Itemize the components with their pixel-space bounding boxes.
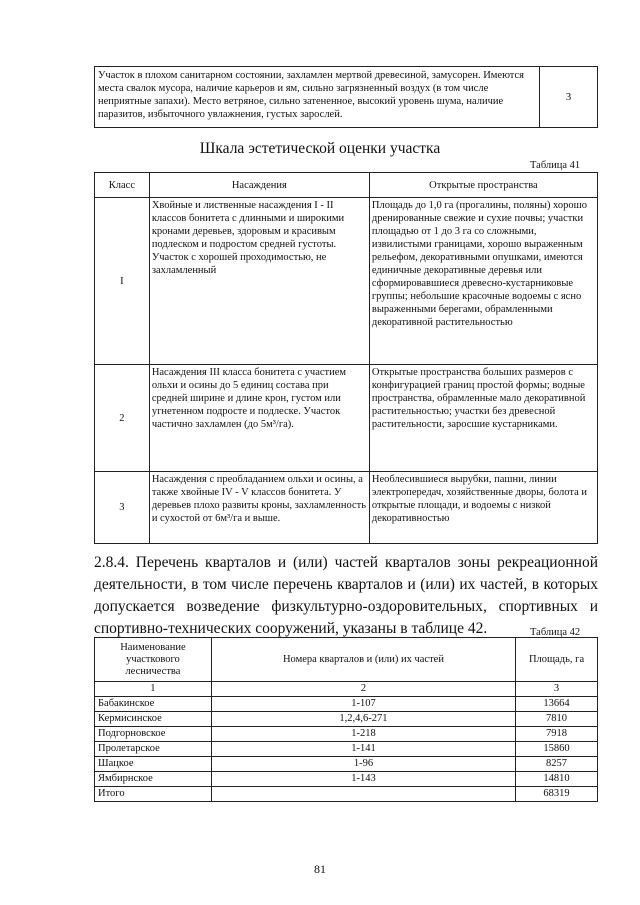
table-cell-score: 3 [540, 67, 598, 128]
table-row [95, 757, 598, 772]
table41-label: Таблица 41 [530, 160, 581, 171]
total-row [95, 787, 598, 802]
quarters-cell: 1,2,4,6-271 [211, 712, 515, 727]
forestry-name: Кермисинское [95, 712, 212, 727]
table-row [95, 727, 598, 742]
total-area: 68319 [516, 787, 598, 802]
continued-table [94, 66, 598, 128]
area-cell: 7918 [516, 727, 598, 742]
plantings-cell: Хвойные и лиственные насаждения I - II классов бонитета с длинными и широкими кронами деревьев, здоровым и красивым подлеском и подростом средней густоты. Участок с хорошей проходимостью, не захламленный [149, 198, 369, 365]
area-cell: 15860 [516, 742, 598, 757]
table-row [95, 712, 598, 727]
table-row [95, 697, 598, 712]
area-cell: 8257 [516, 757, 598, 772]
column-header-plantings: Насаждения [149, 173, 369, 198]
area-cell: 13664 [516, 697, 598, 712]
table-cell-description: Участок в плохом санитарном состоянии, захламлен мертвой древесиной, замусорен. Имеются места свалок мусора, наличие карьеров и ям, сильно загрязненный воздух (в том числе неприятные запахи). Место ветряное, сильно затененное, высокий уровень шума, наличие паразитов, избыточного увлажнения, густых зарослей. [95, 67, 540, 128]
open-spaces-cell: Необлесившиеся вырубки, пашни, линии электропередач, хозяйственные дворы, болота и открытые площади, и водоемы с низкой декоративностью [369, 472, 597, 544]
quarters-cell: 1-218 [211, 727, 515, 742]
forestry-name: Пролетарское [95, 742, 212, 757]
column-header-area: Площадь, га [516, 638, 598, 682]
column-header-forestry: Наименование участкового лесничества [95, 638, 212, 682]
table-header-row [95, 173, 598, 198]
table-row [95, 365, 598, 472]
recreation-quarters-table [94, 637, 598, 802]
page-number: 81 [314, 862, 326, 876]
quarters-cell: 1-107 [211, 697, 515, 712]
area-cell: 7810 [516, 712, 598, 727]
plantings-cell: Насаждения III класса бонитета с участием ольхи и осины до 5 единиц состава при средней ширине и длине крон, густом или угнетенном подросте и подлеске. Участок частично захламлен (до 5м³/га). [149, 365, 369, 472]
column-header-quarters: Номера кварталов и (или) их частей [211, 638, 515, 682]
table-row [95, 772, 598, 787]
table-row [95, 472, 598, 544]
class-cell: I [95, 198, 150, 365]
table-row [95, 67, 598, 128]
area-cell: 14810 [516, 772, 598, 787]
total-label: Итого [95, 787, 212, 802]
quarters-cell: 1-96 [211, 757, 515, 772]
column-number: 1 [95, 682, 212, 697]
column-header-open-spaces: Открытые пространства [369, 173, 597, 198]
column-number: 3 [516, 682, 598, 697]
plantings-cell: Насаждения с преобладанием ольхи и осины, а также хвойные IV - V классов бонитета. У деревьев плохо развиты кроны, захламленность и сухостой от 6м³/га и выше. [149, 472, 369, 544]
column-header-class: Класс [95, 173, 150, 198]
quarters-cell: 1-141 [211, 742, 515, 757]
forestry-name: Шацкое [95, 757, 212, 772]
table-header-row [95, 638, 598, 682]
forestry-name: Ямбирнское [95, 772, 212, 787]
table-row [95, 198, 598, 365]
forestry-name: Бабакинское [95, 697, 212, 712]
column-number: 2 [211, 682, 515, 697]
open-spaces-cell: Площадь до 1,0 га (прогалины, поляны) хорошо дренированные свежие и сухие почвы; участки площадью от 1 до 3 га со сложными, извилистыми границами, хорошо выраженным рельефом, декоративными опушками, имеются единичные декоративные деревья или сформировавшиеся древесно-кустарниковые группы; небольшие красочные водоемы с ясно выраженными берегами, обрамленными декоративной растительностью [369, 198, 597, 365]
table-row [95, 742, 598, 757]
table42-label: Таблица 42 [530, 627, 581, 638]
scale-title: Шкала эстетической оценки участка [199, 140, 441, 157]
class-cell: 2 [95, 365, 150, 472]
section-paragraph: 2.8.4. Перечень кварталов и (или) частей кварталов зоны рекреационной деятельности, в том числе перечень кварталов и (или) их частей, в которых допускается возведение физкультурно-оздоровительных, спортивных и спортивно-технических сооружений, указаны в таблице 42. [94, 554, 598, 637]
class-cell: 3 [95, 472, 150, 544]
column-number-row [95, 682, 598, 697]
total-empty-cell [211, 787, 515, 802]
open-spaces-cell: Открытые пространства больших размеров с конфигурацией границ простой формы; водные пространства, обрамленные мало декоративной растительностью; участки без древесной растительности, заросшие кустарниками. [369, 365, 597, 472]
forestry-name: Подгорновское [95, 727, 212, 742]
quarters-cell: 1-143 [211, 772, 515, 787]
aesthetic-scale-table [94, 172, 598, 544]
